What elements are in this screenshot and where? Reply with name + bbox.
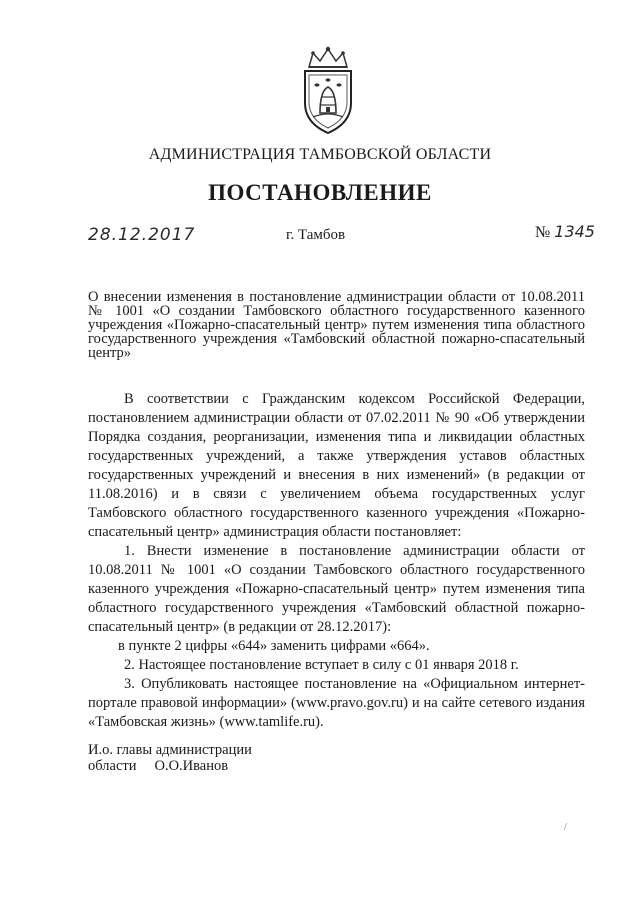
signature-block [88,742,252,774]
document-body [88,390,585,732]
item-1-amendment: в пункте 2 цифры «644» заменить цифрами «664». [118,638,430,654]
document-date: 28.12.2017 [88,225,196,245]
page-mark: / [564,822,567,833]
item-1-paragraph: 1. Внести изменение в постановление администрации области от 10.08.2011 № 1001 «О создании Тамбовского областного государственного казенного учреждения «Пожарно-спасательный центр» путем изменения типа областного государственного учреждения «Тамбовский областной пожарно-спасательный центр» (в редакции от 28.12.2017): [88,543,585,635]
item-3-paragraph: 3. Опубликовать настоящее постановление на «Официальном интернет-портале правовой информации» (www.pravo.gov.ru) и на сайте сетевого издания «Тамбовская жизнь» (www.tamlife.ru). [88,676,585,730]
signer-position: И.о. главы администрации [88,742,252,758]
signer-name: О.О.Иванов [154,758,229,774]
preamble-paragraph: В соответствии с Гражданским кодексом Российской Федерации, постановлением администрации области от 07.02.2011 № 90 «Об утверждении Порядка создания, реорганизации, изменения типа и ликвидации областных государственных учреждений, а также утверждения уставов областных государственных учреждений и внесения в них изменений» (в редакции от 11.08.2016) и в связи с увеличением объема государственных услуг Тамбовского областного государственного казенного учреждения «Пожарно-спасательный центр» администрация области постановляет: [88,391,585,540]
document-type-title: ПОСТАНОВЛЕНИЕ [208,180,432,205]
signer-position-continued [88,758,252,774]
coat-of-arms-icon [293,45,363,137]
document-number [535,222,595,242]
signer-region: области [88,758,137,774]
document-subject: О внесении изменения в постановление администрации области от 10.08.2011 № 1001 «О создании Тамбовского областного государственного казенного учреждения «Пожарно-спасательный центр» путем изменения типа областного государственного учреждения «Тамбовский областной пожарно-спасательный центр» [88,289,585,361]
organization-title: АДМИНИСТРАЦИЯ ТАМБОВСКОЙ ОБЛАСТИ [148,146,492,163]
number-value: 1345 [554,222,595,241]
document-city: г. Тамбов [286,227,346,243]
number-sign: № [535,224,551,241]
item-2-paragraph: 2. Настоящее постановление вступает в силу с 01 января 2018 г. [124,657,519,673]
